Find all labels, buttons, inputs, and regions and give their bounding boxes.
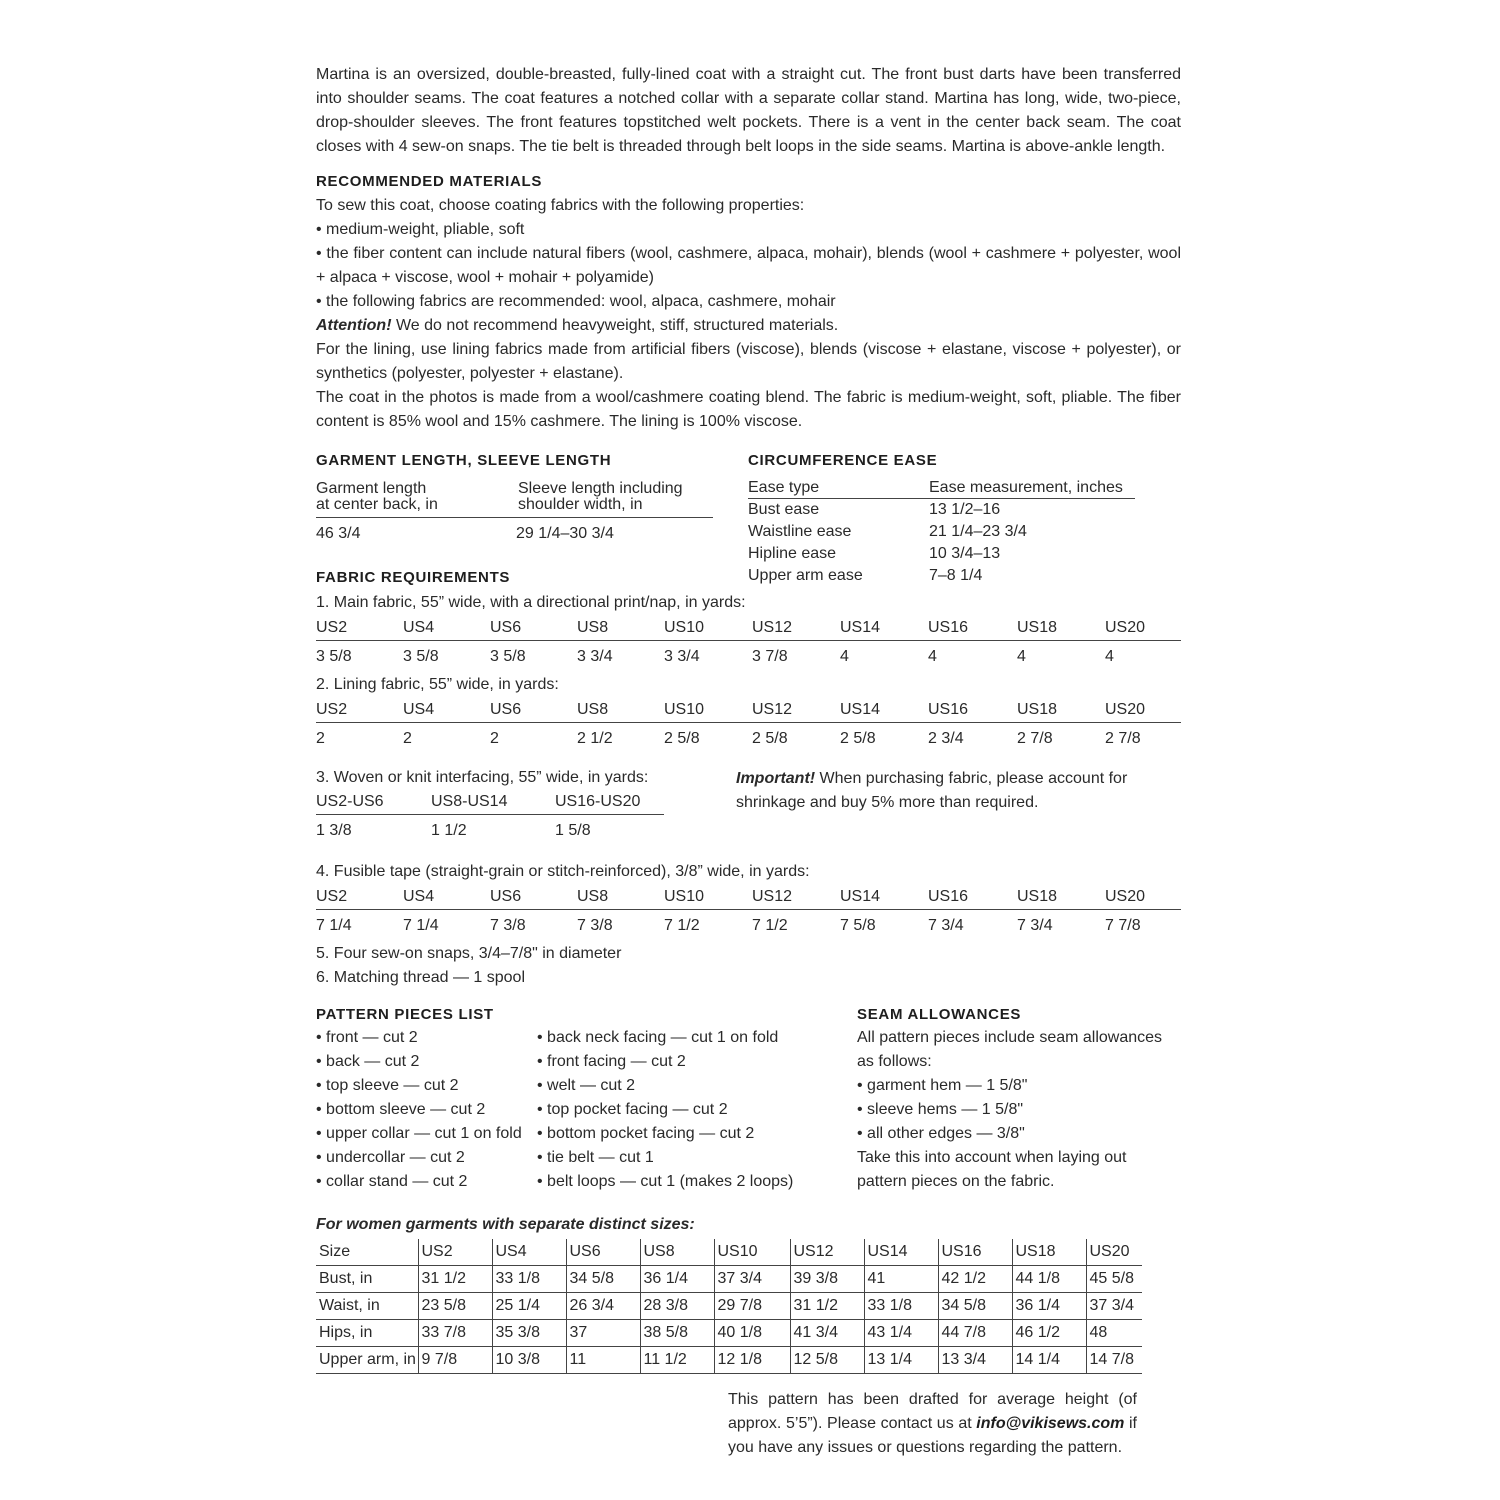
size-chart-cell: 29 7/8	[714, 1293, 790, 1320]
interfacing-table	[316, 766, 664, 843]
ease-type: Waistline ease	[748, 523, 852, 540]
size-chart-cell: 11	[566, 1347, 640, 1374]
size-label: US4	[403, 888, 435, 905]
size-chart-cell: 12 5/8	[790, 1347, 864, 1374]
size-label: US6	[490, 888, 522, 905]
seam-allowance-line: pattern pieces on the fabric.	[857, 1173, 1055, 1190]
yardage-value: 4	[1105, 648, 1114, 665]
size-chart-cell: 45 5/8	[1086, 1266, 1142, 1293]
size-chart-cell: 10 3/8	[492, 1347, 566, 1374]
size-chart-cell: 23 5/8	[418, 1293, 492, 1320]
size-chart-cell: 33 1/8	[492, 1266, 566, 1293]
yardage-value: 7 3/4	[1017, 917, 1053, 934]
size-chart-header-cell: US2	[418, 1239, 492, 1266]
size-chart-cell: 48	[1086, 1320, 1142, 1347]
materials-intro: To sew this coat, choose coating fabrics with the following properties:	[316, 197, 805, 214]
fusible-tape-title: 4. Fusible tape (straight-grain or stitch-reinforced), 3/8” wide, in yards:	[316, 863, 810, 880]
size-label: US6	[490, 701, 522, 718]
ease-row	[748, 521, 1135, 543]
main-fabric-title: 1. Main fabric, 55” wide, with a directional print/nap, in yards:	[316, 594, 746, 611]
size-chart-cell: 31 1/2	[418, 1266, 492, 1293]
ease-type: Bust ease	[748, 501, 820, 518]
yardage-value: 7 1/2	[664, 917, 700, 934]
ease-col-label: Ease measurement, inches	[929, 479, 1123, 496]
materials-heading: RECOMMENDED MATERIALS	[316, 173, 543, 190]
pattern-piece-item: • bottom pocket facing — cut 2	[537, 1125, 755, 1142]
interfacing-title: 3. Woven or knit interfacing, 55” wide, in yards:	[316, 769, 649, 786]
size-chart-label-cell: Hips, in	[316, 1320, 418, 1347]
size-label: US8	[577, 701, 609, 718]
size-label: US6	[490, 619, 522, 636]
size-label: US16	[928, 701, 969, 718]
yardage-value: 7 1/2	[752, 917, 788, 934]
size-chart-cell: 34 5/8	[938, 1293, 1012, 1320]
size-label: US2	[316, 701, 348, 718]
size-label: US8	[577, 619, 609, 636]
size-chart-cell: 28 3/8	[640, 1293, 714, 1320]
size-chart-title: For women garments with separate distinct sizes:	[316, 1216, 695, 1233]
ease-value: 10 3/4–13	[929, 545, 1001, 562]
ease-row	[748, 565, 1135, 587]
size-chart-cell: 46 1/2	[1012, 1320, 1086, 1347]
fabric-heading: FABRIC REQUIREMENTS	[316, 569, 511, 586]
lining-fabric-title: 2. Lining fabric, 55” wide, in yards:	[316, 676, 559, 693]
ease-col-label: Ease type	[748, 479, 820, 496]
yardage-value: 1 1/2	[431, 822, 467, 839]
sleeve-length-col-label: Sleeve length including	[518, 480, 683, 497]
pattern-piece-item: • undercollar — cut 2	[316, 1149, 465, 1166]
pattern-piece-item: • upper collar — cut 1 on fold	[316, 1125, 522, 1142]
size-chart-cell: 36 1/4	[1012, 1293, 1086, 1320]
footer-note	[728, 1388, 1137, 1460]
ease-type: Hipline ease	[748, 545, 837, 562]
yardage-value: 2	[316, 730, 325, 747]
pattern-piece-item: • back — cut 2	[316, 1053, 420, 1070]
size-chart-cell: 13 3/4	[938, 1347, 1012, 1374]
ease-row	[748, 543, 1135, 565]
seam-allowance-line: All pattern pieces include seam allowances	[857, 1029, 1163, 1046]
fusible-tape-table	[316, 860, 1181, 938]
yardage-value: 7 1/4	[316, 917, 352, 934]
seam-allowances-heading: SEAM ALLOWANCES	[857, 1006, 1022, 1023]
yardage-value: 2 3/4	[928, 730, 964, 747]
interfacing-header-row	[316, 790, 664, 815]
attention-text: We do not recommend heavyweight, stiff, structured materials.	[391, 317, 839, 334]
ease-value: 7–8 1/4	[929, 567, 983, 584]
ease-section	[748, 451, 1135, 587]
size-chart-label-cell: Waist, in	[316, 1293, 418, 1320]
yardage-value: 3 5/8	[490, 648, 526, 665]
pattern-piece-item: • belt loops — cut 1 (makes 2 loops)	[537, 1173, 794, 1190]
materials-bullet: • medium-weight, pliable, soft	[316, 221, 525, 238]
yardage-value: 7 5/8	[840, 917, 876, 934]
size-label: US12	[752, 701, 793, 718]
size-label: US8	[577, 888, 609, 905]
size-label: US14	[840, 701, 881, 718]
garment-length-col-label: at center back, in	[316, 496, 438, 513]
sleeve-length-col-label: shoulder width, in	[518, 496, 643, 513]
materials-bullet: • the fiber content can include natural fibers (wool, cashmere, alpaca, mohair), blends (wool + cashmere + polyester, wool + alpaca + viscose, wool + mohair + polyamide)	[316, 245, 1181, 286]
pattern-piece-item: • front — cut 2	[316, 1029, 418, 1046]
yardage-value: 4	[1017, 648, 1026, 665]
size-chart-cell: 25 1/4	[492, 1293, 566, 1320]
yardage-value: 2 5/8	[752, 730, 788, 747]
pattern-piece-item: • welt — cut 2	[537, 1077, 636, 1094]
size-label: US4	[403, 701, 435, 718]
size-chart-cell: 43 1/4	[864, 1320, 938, 1347]
value-row	[316, 727, 1181, 751]
size-range-label: US8-US14	[431, 793, 508, 810]
ease-row	[748, 499, 1135, 521]
size-chart-cell: 37	[566, 1320, 640, 1347]
size-chart-cell: 14 1/4	[1012, 1347, 1086, 1374]
pattern-piece-item: • bottom sleeve — cut 2	[316, 1101, 486, 1118]
yardage-value: 4	[928, 648, 937, 665]
size-header-row	[316, 616, 1181, 641]
ease-header	[748, 477, 1135, 499]
garment-length-value: 46 3/4	[316, 525, 361, 542]
size-range-label: US16-US20	[555, 793, 641, 810]
contact-email-link[interactable]: info@vikisews.com	[976, 1415, 1125, 1432]
size-label: US20	[1105, 701, 1146, 718]
yardage-value: 1 3/8	[316, 822, 352, 839]
yardage-value: 2 7/8	[1017, 730, 1053, 747]
size-label: US10	[664, 888, 705, 905]
value-row	[316, 819, 664, 843]
size-chart-cell: 33 1/8	[864, 1293, 938, 1320]
yardage-value: 3 5/8	[403, 648, 439, 665]
photo-note: The coat in the photos is made from a wool/cashmere coating blend. The fabric is medium-weight, soft, pliable. The fiber content is 85% wool and 15% cashmere. The lining is 100% viscose.	[316, 389, 1181, 430]
yardage-value: 3 5/8	[316, 648, 352, 665]
seam-allowance-line: • garment hem — 1 5/8"	[857, 1077, 1028, 1094]
size-chart-label-cell: Upper arm, in	[316, 1347, 418, 1374]
footer-text: if you have any issues or questions regarding the pattern.	[728, 1415, 1137, 1456]
pattern-pieces-col	[316, 1026, 522, 1194]
pattern-pieces-heading: PATTERN PIECES LIST	[316, 1006, 494, 1023]
size-chart-table	[316, 1239, 1142, 1374]
size-chart-cell: 41	[864, 1266, 938, 1293]
yardage-value: 3 3/4	[664, 648, 700, 665]
yardage-value: 2 1/2	[577, 730, 613, 747]
size-label: US16	[928, 888, 969, 905]
yardage-value: 7 3/8	[577, 917, 613, 934]
size-label: US12	[752, 888, 793, 905]
attention-note	[316, 314, 1181, 338]
important-text: When purchasing fabric, please account for	[815, 770, 1128, 787]
size-chart-cell: 37 3/4	[1086, 1293, 1142, 1320]
size-label: US18	[1017, 701, 1058, 718]
materials-bullet: • the following fabrics are recommended: wool, alpaca, cashmere, mohair	[316, 293, 836, 310]
attention-label: Attention!	[316, 317, 392, 334]
size-label: US18	[1017, 619, 1058, 636]
size-chart-cell: 33 7/8	[418, 1320, 492, 1347]
size-label: US20	[1105, 619, 1146, 636]
garment-length-heading: GARMENT LENGTH, SLEEVE LENGTH	[316, 452, 612, 469]
size-label: US2	[316, 619, 348, 636]
size-chart-header-cell: US4	[492, 1239, 566, 1266]
value-row	[316, 645, 1181, 669]
yardage-value: 2	[403, 730, 412, 747]
yardage-value: 2	[490, 730, 499, 747]
yardage-value: 2 7/8	[1105, 730, 1141, 747]
size-label: US20	[1105, 888, 1146, 905]
yardage-value: 7 3/8	[490, 917, 526, 934]
important-text: shrinkage and buy 5% more than required.	[736, 794, 1039, 811]
size-chart-cell: 34 5/8	[566, 1266, 640, 1293]
lining-fabric-table	[316, 673, 1181, 751]
yardage-value: 2 5/8	[840, 730, 876, 747]
yardage-value: 2 5/8	[664, 730, 700, 747]
size-chart-cell: 39 3/8	[790, 1266, 864, 1293]
size-label: US10	[664, 701, 705, 718]
ease-type: Upper arm ease	[748, 567, 863, 584]
seam-allowance-line: Take this into account when laying out	[857, 1149, 1127, 1166]
garment-length-section	[316, 451, 713, 546]
size-header-row	[316, 698, 1181, 723]
size-chart-cell: 11 1/2	[640, 1347, 714, 1374]
size-chart	[316, 1239, 1142, 1374]
size-chart-header-cell: US14	[864, 1239, 938, 1266]
size-chart-cell: 31 1/2	[790, 1293, 864, 1320]
seam-allowance-line: • all other edges — 3/8"	[857, 1125, 1025, 1142]
size-chart-cell: 9 7/8	[418, 1347, 492, 1374]
size-header-row	[316, 885, 1181, 910]
size-chart-row-bust	[316, 1266, 1142, 1293]
size-chart-cell: 42 1/2	[938, 1266, 1012, 1293]
yardage-value: 7 1/4	[403, 917, 439, 934]
yardage-value: 7 3/4	[928, 917, 964, 934]
intro-paragraph: Martina is an oversized, double-breasted, fully-lined coat with a straight cut. The front bust darts have been transferred into shoulder seams. The coat features a notched collar with a separate collar stand. Martina has long, wide, two-piece, drop-shoulder sleeves. The front features topstitched welt pockets. There is a vent in the center back seam. The coat closes with 4 sew-on snaps. The tie belt is threaded through belt loops in the side seams. Martina is above-ankle length.	[316, 66, 1181, 155]
garment-length-col-label: Garment length	[316, 480, 427, 497]
size-chart-header-cell: US6	[566, 1239, 640, 1266]
size-chart-header-cell: US8	[640, 1239, 714, 1266]
sleeve-length-value: 29 1/4–30 3/4	[516, 525, 614, 542]
size-chart-cell: 13 1/4	[864, 1347, 938, 1374]
pattern-pieces-col	[537, 1026, 793, 1194]
size-label: US12	[752, 619, 793, 636]
value-row	[316, 914, 1181, 938]
snaps-requirement: 5. Four sew-on snaps, 3/4–7/8" in diameter	[316, 945, 622, 962]
ease-value: 13 1/2–16	[929, 501, 1001, 518]
pattern-piece-item: • top pocket facing — cut 2	[537, 1101, 728, 1118]
size-chart-header-cell: US20	[1086, 1239, 1142, 1266]
notions-list	[316, 942, 621, 990]
seam-allowance-line: • sleeve hems — 1 5/8"	[857, 1101, 1024, 1118]
size-chart-row-hips	[316, 1320, 1142, 1347]
yardage-value: 1 5/8	[555, 822, 591, 839]
seam-allowance-line: as follows:	[857, 1053, 932, 1070]
size-chart-cell: 37 3/4	[714, 1266, 790, 1293]
size-chart-cell: 41 3/4	[790, 1320, 864, 1347]
size-chart-header-cell: Size	[316, 1239, 418, 1266]
pattern-piece-item: • front facing — cut 2	[537, 1053, 686, 1070]
size-chart-cell: 26 3/4	[566, 1293, 640, 1320]
size-chart-cell: 40 1/8	[714, 1320, 790, 1347]
size-chart-header-row	[316, 1239, 1142, 1266]
size-chart-row-waist	[316, 1293, 1142, 1320]
pattern-pieces-section	[316, 1005, 816, 1190]
yardage-value: 7 7/8	[1105, 917, 1141, 934]
size-chart-cell: 38 5/8	[640, 1320, 714, 1347]
size-label: US14	[840, 619, 881, 636]
size-chart-cell: 44 7/8	[938, 1320, 1012, 1347]
size-label: US16	[928, 619, 969, 636]
size-label: US14	[840, 888, 881, 905]
pattern-piece-item: • tie belt — cut 1	[537, 1149, 654, 1166]
important-label: Important!	[736, 770, 816, 787]
size-label: US4	[403, 619, 435, 636]
size-chart-cell: 35 3/8	[492, 1320, 566, 1347]
size-label: US18	[1017, 888, 1058, 905]
garment-length-header	[316, 481, 713, 518]
materials-section	[316, 172, 1181, 434]
footer-text: This pattern has been drafted for average height (of approx. 5’5”). Please contact us at	[728, 1391, 1137, 1432]
pattern-piece-item: • top sleeve — cut 2	[316, 1077, 459, 1094]
thread-requirement: 6. Matching thread — 1 spool	[316, 969, 526, 986]
size-chart-header-cell: US10	[714, 1239, 790, 1266]
yardage-value: 4	[840, 648, 849, 665]
size-chart-row-upper-arm	[316, 1347, 1142, 1374]
ease-heading: CIRCUMFERENCE EASE	[748, 452, 938, 469]
yardage-value: 3 7/8	[752, 648, 788, 665]
important-note	[736, 767, 1181, 815]
lining-note: For the lining, use lining fabrics made from artificial fibers (viscose), blends (viscose + elastane, viscose + polyester), or synthetics (polyester, polyester + elastane).	[316, 341, 1181, 382]
main-fabric-table	[316, 591, 1181, 669]
ease-value: 21 1/4–23 3/4	[929, 523, 1027, 540]
size-label: US10	[664, 619, 705, 636]
pattern-piece-item: • back neck facing — cut 1 on fold	[537, 1029, 779, 1046]
yardage-value: 3 3/4	[577, 648, 613, 665]
size-chart-cell: 36 1/4	[640, 1266, 714, 1293]
size-chart-label-cell: Bust, in	[316, 1266, 418, 1293]
size-chart-cell: 14 7/8	[1086, 1347, 1142, 1374]
intro-section	[316, 63, 1181, 159]
size-label: US2	[316, 888, 348, 905]
size-chart-cell: 44 1/8	[1012, 1266, 1086, 1293]
size-range-label: US2-US6	[316, 793, 384, 810]
size-chart-header-cell: US16	[938, 1239, 1012, 1266]
pattern-piece-item: • collar stand — cut 2	[316, 1173, 468, 1190]
size-chart-cell: 12 1/8	[714, 1347, 790, 1374]
size-chart-header-cell: US18	[1012, 1239, 1086, 1266]
size-chart-header-cell: US12	[790, 1239, 864, 1266]
seam-allowances-section	[857, 1005, 1177, 1194]
